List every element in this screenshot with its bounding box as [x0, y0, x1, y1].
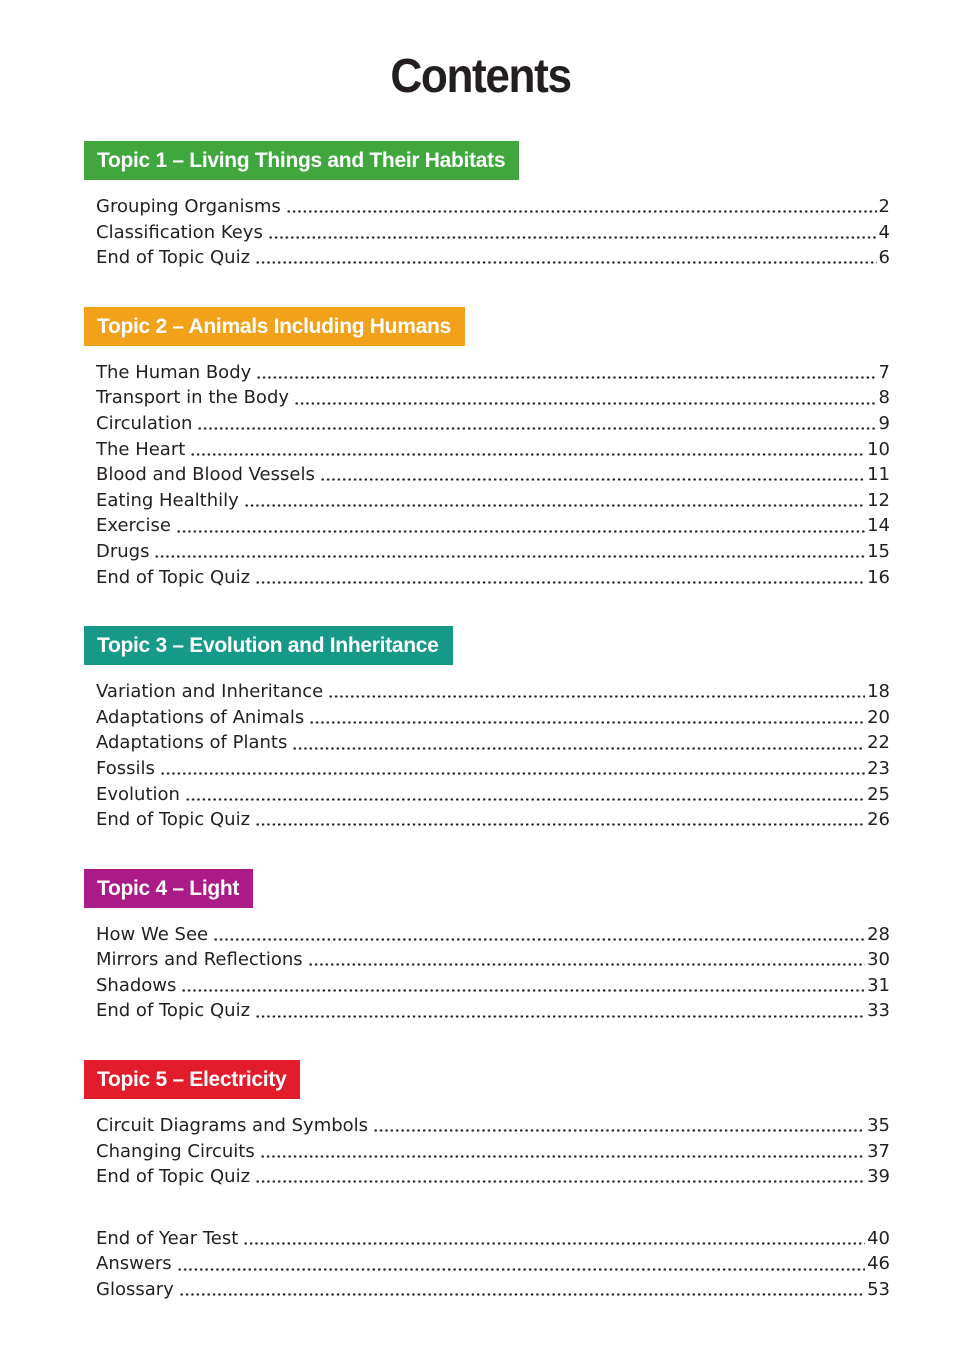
toc-entry-label: Blood and Blood Vessels: [96, 464, 315, 486]
toc-entry-label: Circulation: [96, 412, 193, 434]
toc-entry: [96, 411, 890, 437]
toc-entry: [96, 1164, 890, 1190]
toc-entry: [96, 1277, 890, 1303]
topic-5-entries: [96, 1113, 890, 1190]
toc-entry: [96, 360, 890, 386]
toc-entry-page: 28: [867, 923, 890, 945]
toc-entry-label: Adaptations of Animals: [96, 706, 305, 728]
section-topic-1: [84, 141, 894, 271]
toc-entry-page: 18: [867, 681, 890, 703]
toc-entry: [96, 220, 890, 246]
toc-entry: [96, 1226, 890, 1252]
toc-entry-page: 53: [867, 1279, 890, 1301]
toc-entry-label: Grouping Organisms: [96, 196, 281, 217]
toc-entry: [96, 807, 890, 833]
dot-leader: [185, 782, 865, 808]
toc-entry-page: 9: [878, 412, 890, 434]
section-topic-2: [84, 307, 894, 590]
section-topic-3: [84, 626, 894, 833]
toc-entry-page: 25: [867, 783, 890, 805]
topic-2-banner: Topic 2 – Animals Including Humans: [84, 307, 465, 346]
toc-entry: [96, 1139, 890, 1165]
toc-entry-page: 40: [867, 1227, 890, 1249]
dot-leader: [255, 1164, 865, 1190]
toc: [84, 141, 894, 1303]
toc-entry-label: End of Year Test: [96, 1227, 239, 1249]
section-topic-4: [84, 869, 894, 1024]
toc-entry-label: Eating Healthily: [96, 489, 239, 511]
toc-entry-label: The Human Body: [96, 361, 252, 383]
toc-entry-page: 6: [878, 247, 890, 269]
topic-3-entries: [96, 679, 890, 833]
toc-entry-page: 23: [867, 757, 890, 779]
toc-entry: [96, 998, 890, 1024]
toc-entry-page: 4: [878, 221, 890, 243]
toc-entry: [96, 730, 890, 756]
toc-entry-label: End of Topic Quiz: [96, 809, 251, 831]
dot-leader: [197, 411, 876, 437]
topic-1-banner: Topic 1 – Living Things and Their Habitats: [84, 141, 519, 180]
dot-leader: [181, 973, 865, 999]
toc-entry-label: End of Topic Quiz: [96, 1000, 251, 1022]
section-end-matter: [84, 1226, 894, 1303]
toc-entry-page: 35: [867, 1115, 890, 1137]
toc-entry-page: 37: [867, 1140, 890, 1162]
dot-leader: [328, 679, 865, 705]
toc-entry: [96, 705, 890, 731]
toc-entry-page: 10: [867, 438, 890, 460]
section-topic-5: [84, 1060, 894, 1190]
toc-entry-label: Circuit Diagrams and Symbols: [96, 1115, 369, 1137]
toc-entry: [96, 782, 890, 808]
dot-leader: [190, 437, 865, 463]
toc-entry-page: 30: [867, 949, 890, 971]
dot-leader: [255, 998, 865, 1024]
dot-leader: [373, 1113, 865, 1139]
end-matter-entries: [96, 1226, 890, 1303]
toc-entry-label: Mirrors and Reflections: [96, 949, 303, 971]
dot-leader: [213, 922, 865, 948]
topic-4-banner: Topic 4 – Light: [84, 869, 253, 908]
topic-2-banner-row: [84, 307, 894, 346]
dot-leader: [244, 488, 865, 514]
toc-entry: [96, 679, 890, 705]
dot-leader: [179, 1277, 865, 1303]
dot-leader: [309, 705, 865, 731]
toc-entry: [96, 973, 890, 999]
toc-entry-page: 8: [878, 387, 890, 409]
toc-entry-page: 33: [867, 1000, 890, 1022]
topic-3-banner-row: [84, 626, 894, 665]
toc-entry-label: How We See: [96, 923, 209, 945]
toc-entry-page: 2: [878, 196, 890, 217]
topic-4-entries: [96, 922, 890, 1024]
topic-1-entries: [96, 194, 890, 271]
toc-entry-page: 15: [867, 540, 890, 562]
toc-entry-label: The Heart: [96, 438, 186, 460]
toc-entry-label: Evolution: [96, 783, 180, 805]
dot-leader: [243, 1226, 865, 1252]
toc-entry: [96, 947, 890, 973]
dot-leader: [176, 513, 865, 539]
toc-entry: [96, 513, 890, 539]
toc-entry: [96, 488, 890, 514]
dot-leader: [177, 1251, 865, 1277]
toc-entry-page: 20: [867, 706, 890, 728]
toc-entry-label: End of Topic Quiz: [96, 566, 251, 588]
toc-entry: [96, 565, 890, 591]
toc-entry: [96, 539, 890, 565]
topic-5-banner: Topic 5 – Electricity: [84, 1060, 300, 1099]
toc-entry-page: 39: [867, 1166, 890, 1188]
dot-leader: [160, 756, 865, 782]
toc-entry: [96, 437, 890, 463]
toc-entry: [96, 922, 890, 948]
toc-entry: [96, 194, 890, 220]
dot-leader: [256, 360, 876, 386]
toc-entry-page: 22: [867, 732, 890, 754]
toc-entry-page: 11: [867, 464, 890, 486]
toc-entry-label: Drugs: [96, 540, 150, 562]
toc-entry-label: End of Topic Quiz: [96, 247, 251, 269]
toc-entry-page: 26: [867, 809, 890, 831]
toc-entry-page: 7: [878, 361, 890, 383]
topic-4-banner-row: [84, 869, 894, 908]
dot-leader: [260, 1139, 865, 1165]
toc-entry: [96, 462, 890, 488]
toc-entry-page: 31: [867, 974, 890, 996]
toc-entry-label: End of Topic Quiz: [96, 1166, 251, 1188]
dot-leader: [154, 539, 865, 565]
page-title: Contents: [390, 50, 571, 103]
toc-entry-label: Glossary: [96, 1279, 174, 1301]
toc-entry-label: Transport in the Body: [96, 387, 290, 409]
topic-1-banner-row: [84, 141, 894, 180]
toc-entry-page: 12: [867, 489, 890, 511]
dot-leader: [292, 730, 865, 756]
dot-leader: [308, 947, 865, 973]
topic-2-entries: [96, 360, 890, 590]
toc-entry-label: Adaptations of Plants: [96, 732, 288, 754]
toc-entry-label: Shadows: [96, 974, 177, 996]
toc-entry-label: Exercise: [96, 515, 171, 537]
topic-5-banner-row: [84, 1060, 894, 1099]
dot-leader: [268, 220, 877, 246]
toc-entry-label: Fossils: [96, 757, 155, 779]
toc-entry: [96, 385, 890, 411]
dot-leader: [255, 565, 865, 591]
dot-leader: [255, 807, 865, 833]
toc-entry-page: 16: [867, 566, 890, 588]
toc-entry-label: Changing Circuits: [96, 1140, 255, 1162]
dot-leader: [286, 194, 877, 220]
toc-entry-page: 14: [867, 515, 890, 537]
toc-entry: [96, 756, 890, 782]
toc-entry-label: Classification Keys: [96, 221, 263, 243]
dot-leader: [320, 462, 865, 488]
toc-entry-label: Variation and Inheritance: [96, 681, 324, 703]
dot-leader: [294, 385, 877, 411]
toc-entry: [96, 1251, 890, 1277]
toc-entry-page: 46: [867, 1253, 890, 1275]
toc-entry: [96, 1113, 890, 1139]
toc-entry: [96, 245, 890, 271]
dot-leader: [255, 245, 877, 271]
topic-3-banner: Topic 3 – Evolution and Inheritance: [84, 626, 453, 665]
toc-entry-label: Answers: [96, 1253, 172, 1275]
